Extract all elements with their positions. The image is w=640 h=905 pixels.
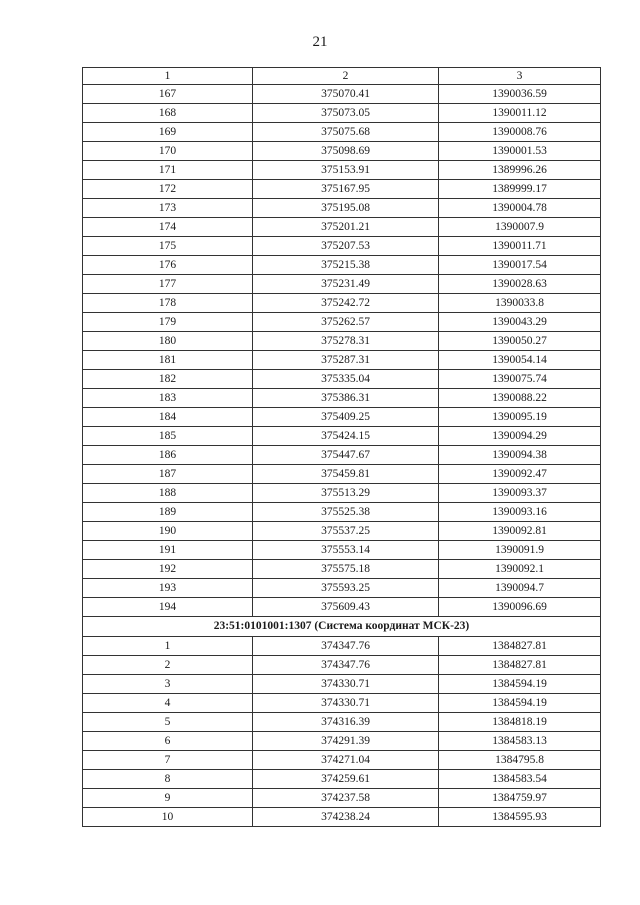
x-coordinate-cell: 375537.25 — [253, 522, 439, 541]
point-number-cell: 192 — [83, 560, 253, 579]
x-coordinate-cell: 375575.18 — [253, 560, 439, 579]
x-coordinate-cell: 374330.71 — [253, 694, 439, 713]
point-number-cell: 180 — [83, 332, 253, 351]
y-coordinate-cell: 1390093.16 — [439, 503, 601, 522]
x-coordinate-cell: 375153.91 — [253, 161, 439, 180]
point-number-cell: 9 — [83, 789, 253, 808]
y-coordinate-cell: 1390092.1 — [439, 560, 601, 579]
point-number-cell: 183 — [83, 389, 253, 408]
point-number-cell: 188 — [83, 484, 253, 503]
x-coordinate-cell: 375195.08 — [253, 199, 439, 218]
y-coordinate-cell: 1384583.13 — [439, 732, 601, 751]
table-row — [83, 637, 601, 656]
x-coordinate-cell: 375201.21 — [253, 218, 439, 237]
table-row — [83, 161, 601, 180]
table-row — [83, 770, 601, 789]
x-coordinate-cell: 375593.25 — [253, 579, 439, 598]
table-row — [83, 541, 601, 560]
x-coordinate-cell: 375424.15 — [253, 427, 439, 446]
y-coordinate-cell: 1389999.17 — [439, 180, 601, 199]
x-coordinate-cell: 375335.04 — [253, 370, 439, 389]
y-coordinate-cell: 1390095.19 — [439, 408, 601, 427]
x-coordinate-cell: 375215.38 — [253, 256, 439, 275]
point-number-cell: 171 — [83, 161, 253, 180]
point-number-cell: 184 — [83, 408, 253, 427]
section-title: 23:51:0101001:1307 (Система координат МСК-23) — [83, 617, 601, 637]
column-header: 2 — [253, 68, 439, 85]
point-number-cell: 193 — [83, 579, 253, 598]
x-coordinate-cell: 375409.25 — [253, 408, 439, 427]
page-number: 21 — [312, 34, 328, 50]
y-coordinate-cell: 1390004.78 — [439, 199, 601, 218]
y-coordinate-cell: 1384818.19 — [439, 713, 601, 732]
table-section — [83, 617, 601, 637]
table-body-part2 — [83, 637, 601, 827]
point-number-cell: 194 — [83, 598, 253, 617]
point-number-cell: 175 — [83, 237, 253, 256]
table-row — [83, 332, 601, 351]
table-row — [83, 389, 601, 408]
column-header: 3 — [439, 68, 601, 85]
y-coordinate-cell: 1384795.8 — [439, 751, 601, 770]
point-number-cell: 190 — [83, 522, 253, 541]
table-row — [83, 294, 601, 313]
point-number-cell: 167 — [83, 85, 253, 104]
x-coordinate-cell: 375513.29 — [253, 484, 439, 503]
point-number-cell: 178 — [83, 294, 253, 313]
point-number-cell: 186 — [83, 446, 253, 465]
x-coordinate-cell: 375070.41 — [253, 85, 439, 104]
x-coordinate-cell: 375386.31 — [253, 389, 439, 408]
y-coordinate-cell: 1390028.63 — [439, 275, 601, 294]
table-row — [83, 427, 601, 446]
y-coordinate-cell: 1390043.29 — [439, 313, 601, 332]
point-number-cell: 4 — [83, 694, 253, 713]
point-number-cell: 1 — [83, 637, 253, 656]
x-coordinate-cell: 374347.76 — [253, 656, 439, 675]
point-number-cell: 176 — [83, 256, 253, 275]
x-coordinate-cell: 375231.49 — [253, 275, 439, 294]
table-row — [83, 503, 601, 522]
table-row — [83, 85, 601, 104]
table-row — [83, 142, 601, 161]
x-coordinate-cell: 375207.53 — [253, 237, 439, 256]
y-coordinate-cell: 1390001.53 — [439, 142, 601, 161]
table-row — [83, 751, 601, 770]
table-row — [83, 256, 601, 275]
point-number-cell: 174 — [83, 218, 253, 237]
y-coordinate-cell: 1390033.8 — [439, 294, 601, 313]
y-coordinate-cell: 1390094.7 — [439, 579, 601, 598]
table-header-row — [83, 68, 601, 85]
table-row — [83, 370, 601, 389]
table-row — [83, 694, 601, 713]
x-coordinate-cell: 375459.81 — [253, 465, 439, 484]
point-number-cell: 189 — [83, 503, 253, 522]
table-row — [83, 313, 601, 332]
x-coordinate-cell: 374347.76 — [253, 637, 439, 656]
x-coordinate-cell: 374238.24 — [253, 808, 439, 827]
y-coordinate-cell: 1390008.76 — [439, 123, 601, 142]
point-number-cell: 182 — [83, 370, 253, 389]
x-coordinate-cell: 375098.69 — [253, 142, 439, 161]
x-coordinate-cell: 375073.05 — [253, 104, 439, 123]
point-number-cell: 8 — [83, 770, 253, 789]
y-coordinate-cell: 1390088.22 — [439, 389, 601, 408]
y-coordinate-cell: 1390011.71 — [439, 237, 601, 256]
table-row — [83, 484, 601, 503]
x-coordinate-cell: 375167.95 — [253, 180, 439, 199]
table-row — [83, 713, 601, 732]
y-coordinate-cell: 1390007.9 — [439, 218, 601, 237]
y-coordinate-cell: 1390050.27 — [439, 332, 601, 351]
column-header: 1 — [83, 68, 253, 85]
x-coordinate-cell: 374237.58 — [253, 789, 439, 808]
table-row — [83, 732, 601, 751]
x-coordinate-cell: 374271.04 — [253, 751, 439, 770]
table-row — [83, 465, 601, 484]
x-coordinate-cell: 374330.71 — [253, 675, 439, 694]
table-row — [83, 180, 601, 199]
y-coordinate-cell: 1389996.26 — [439, 161, 601, 180]
point-number-cell: 169 — [83, 123, 253, 142]
y-coordinate-cell: 1390054.14 — [439, 351, 601, 370]
y-coordinate-cell: 1390094.29 — [439, 427, 601, 446]
table-row — [83, 199, 601, 218]
y-coordinate-cell: 1384595.93 — [439, 808, 601, 827]
point-number-cell: 172 — [83, 180, 253, 199]
point-number-cell: 7 — [83, 751, 253, 770]
y-coordinate-cell: 1390036.59 — [439, 85, 601, 104]
x-coordinate-cell: 375075.68 — [253, 123, 439, 142]
x-coordinate-cell: 374316.39 — [253, 713, 439, 732]
y-coordinate-cell: 1384759.97 — [439, 789, 601, 808]
table-row — [83, 656, 601, 675]
point-number-cell: 10 — [83, 808, 253, 827]
point-number-cell: 181 — [83, 351, 253, 370]
table-row — [83, 275, 601, 294]
x-coordinate-cell: 374291.39 — [253, 732, 439, 751]
point-number-cell: 173 — [83, 199, 253, 218]
x-coordinate-cell: 375447.67 — [253, 446, 439, 465]
y-coordinate-cell: 1390075.74 — [439, 370, 601, 389]
x-coordinate-cell: 375553.14 — [253, 541, 439, 560]
table-row — [83, 579, 601, 598]
point-number-cell: 5 — [83, 713, 253, 732]
y-coordinate-cell: 1390011.12 — [439, 104, 601, 123]
table-body-part1 — [83, 85, 601, 617]
coordinates-table — [82, 67, 601, 827]
table-row — [83, 104, 601, 123]
y-coordinate-cell: 1384594.19 — [439, 675, 601, 694]
table-row — [83, 598, 601, 617]
point-number-cell: 170 — [83, 142, 253, 161]
y-coordinate-cell: 1384594.19 — [439, 694, 601, 713]
y-coordinate-cell: 1390094.38 — [439, 446, 601, 465]
x-coordinate-cell: 375262.57 — [253, 313, 439, 332]
y-coordinate-cell: 1384827.81 — [439, 656, 601, 675]
section-header-row — [83, 617, 601, 637]
point-number-cell: 177 — [83, 275, 253, 294]
table-row — [83, 351, 601, 370]
x-coordinate-cell: 374259.61 — [253, 770, 439, 789]
point-number-cell: 179 — [83, 313, 253, 332]
point-number-cell: 2 — [83, 656, 253, 675]
x-coordinate-cell: 375287.31 — [253, 351, 439, 370]
y-coordinate-cell: 1390091.9 — [439, 541, 601, 560]
table-row — [83, 675, 601, 694]
y-coordinate-cell: 1390093.37 — [439, 484, 601, 503]
x-coordinate-cell: 375525.38 — [253, 503, 439, 522]
point-number-cell: 3 — [83, 675, 253, 694]
point-number-cell: 185 — [83, 427, 253, 446]
x-coordinate-cell: 375609.43 — [253, 598, 439, 617]
y-coordinate-cell: 1390092.47 — [439, 465, 601, 484]
table-row — [83, 789, 601, 808]
table-row — [83, 408, 601, 427]
y-coordinate-cell: 1390092.81 — [439, 522, 601, 541]
table-row — [83, 237, 601, 256]
y-coordinate-cell: 1390017.54 — [439, 256, 601, 275]
table-row — [83, 123, 601, 142]
x-coordinate-cell: 375278.31 — [253, 332, 439, 351]
y-coordinate-cell: 1384583.54 — [439, 770, 601, 789]
table-row — [83, 522, 601, 541]
y-coordinate-cell: 1390096.69 — [439, 598, 601, 617]
point-number-cell: 6 — [83, 732, 253, 751]
point-number-cell: 168 — [83, 104, 253, 123]
point-number-cell: 187 — [83, 465, 253, 484]
table-row — [83, 218, 601, 237]
table-row — [83, 560, 601, 579]
y-coordinate-cell: 1384827.81 — [439, 637, 601, 656]
table-row — [83, 446, 601, 465]
point-number-cell: 191 — [83, 541, 253, 560]
table-row — [83, 808, 601, 827]
x-coordinate-cell: 375242.72 — [253, 294, 439, 313]
